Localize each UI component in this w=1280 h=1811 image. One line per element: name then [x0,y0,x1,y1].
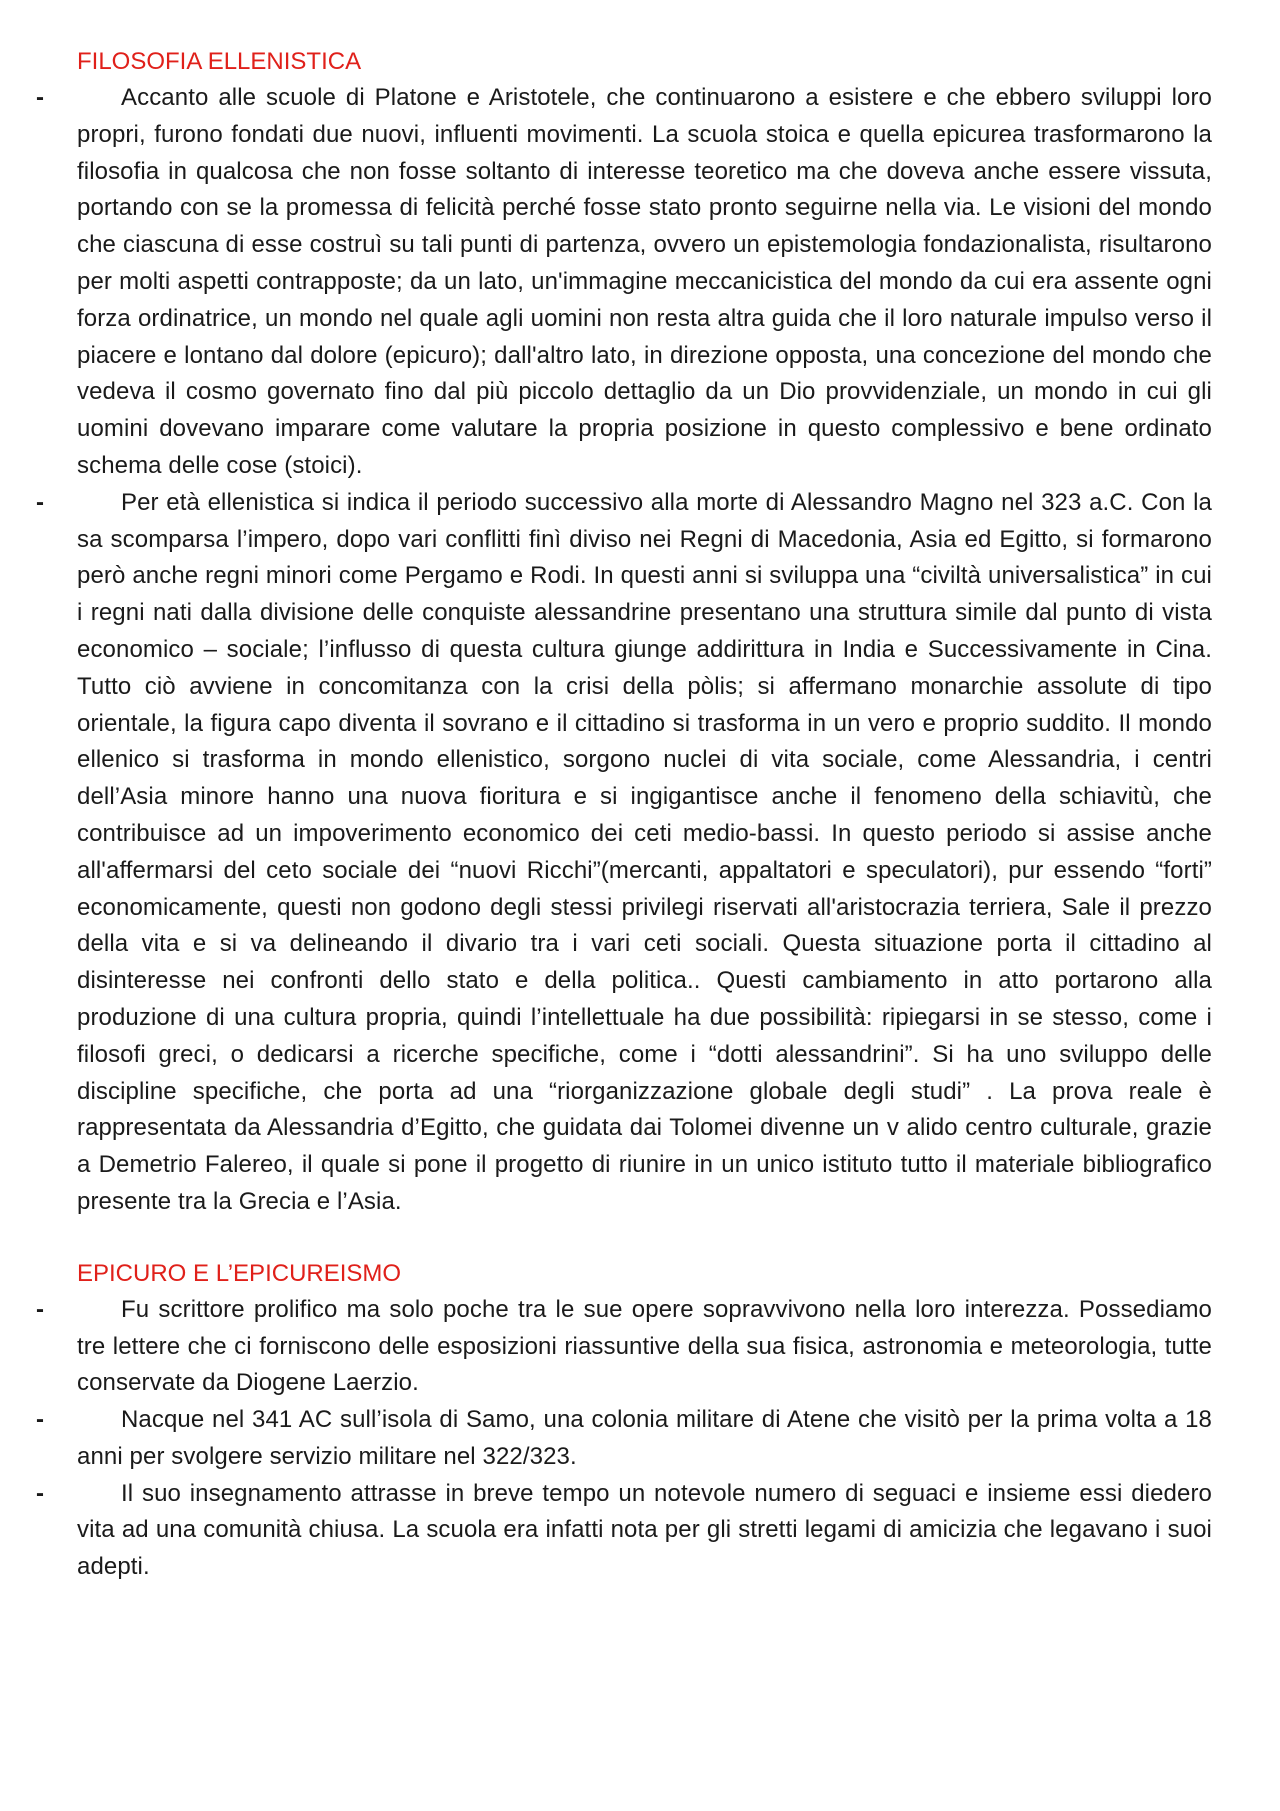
paragraph: Accanto alle scuole di Platone e Aristotele, che continuarono a esistere e che ebbero sviluppi loro propri, furono fondati due nuovi, influenti movimenti. La scuola stoica e quella epicurea trasformarono la filosofia in qualcosa che non fosse soltanto di interesse teoretico ma che doveva anche essere vissuta, portando con se la promessa di felicità perché fosse stato pronto seguirne nella via. Le visioni del mondo che ciascuna di esse costruì su tali punti di partenza, ovvero un epistemologia fondazionalista, risultarono per molti aspetti contrapposte; da un lato, un'immagine meccanicistica del mondo da cui era assente ogni forza ordinatrice, un mondo nel quale agli uomini non resta altra guida che il loro naturale impulso verso il piacere e lontano dal dolore (epicuro); dall'altro lato, in direzione opposta, una concezione del mondo che vedeva il cosmo governato fino dal più piccolo dettaglio da un Dio provvidenziale, un mondo in cui gli uomini dovevano imparare come valutare la propria posizione in questo complessivo e bene ordinato schema delle cose (stoici). [77,84,1212,479]
section-heading: EPICURO E L’EPICUREISMO [77,1259,402,1287]
list-item [36,1476,1212,1586]
bullet-dash: - [36,1295,44,1323]
paragraph: Nacque nel 341 AC sull’isola di Samo, una colonia militare di Atene che visitò per la prima volta a 18 anni per svolgere servizio militare nel 322/323. [77,1406,1212,1470]
list-item [36,1292,1212,1402]
document-page [36,44,1212,1586]
section-epicuro [36,1256,1212,1586]
bullet-dash: - [36,1479,44,1507]
paragraph: Il suo insegnamento attrasse in breve tempo un notevole numero di seguaci e insieme essi diedero vita ad una comunità chiusa. La scuola era infatti nota per gli stretti legami di amicizia che legavano i suoi adepti. [77,1479,1212,1581]
paragraph: Fu scrittore prolifico ma solo poche tra le sue opere sopravvivono nella loro interezza. Possediamo tre lettere che ci forniscono delle esposizioni riassuntive della sua fisica, astronomia e meteorologia, tutte conservate da Diogene Laerzio. [77,1295,1212,1397]
bullet-dash: - [36,488,44,516]
list-item [36,1402,1212,1476]
section-heading: FILOSOFIA ELLENISTICA [77,48,362,75]
paragraph: Per età ellenistica si indica il periodo successivo alla morte di Alessandro Magno nel 323 a.C. Con la sa scomparsa l’impero, dopo vari conflitti finì diviso nei Regni di Macedonia, Asia ed Egitto, si formarono però anche regni minori come Pergamo e Rodi. In questi anni si sviluppa una “civiltà universalistica” in cui i regni nati dalla divisione delle conquiste alessandrine presentano una struttura simile dal punto di vista economico – sociale; l’influsso di questa cultura giunge addirittura in India e Successivamente in Cina. Tutto ciò avviene in concomitanza con la crisi della pòlis; si affermano monarchie assolute di tipo orientale, la figura capo diventa il sovrano e il cittadino si trasforma in un vero e proprio suddito. Il mondo ellenico si trasforma in mondo ellenistico, sorgono nuclei di vita sociale, come Alessandria, i centri dell’Asia minore hanno una nuova fioritura e si ingigantisce anche il fenomeno della schiavitù, che contribuisce ad un impoverimento economico dei ceti medio-bassi. In questo periodo si assise anche all'affermarsi del ceto sociale dei “nuovi Ricchi”(mercanti, appaltatori e speculatori), pur essendo “forti” economicamente, questi non godono degli stessi privilegi riservati all'aristocrazia terriera, Sale il prezzo della vita e si va delineando il divario tra i vari ceti sociali. Questa situazione porta il cittadino al disinteresse nei confronti dello stato e della politica.. Questi cambiamento in atto portarono alla produzione di una cultura propria, quindi l’intellettuale ha due possibilità: ripiegarsi in se stesso, come i filosofi greci, o dedicarsi a ricerche specifiche, come i “dotti alessandrini”. Si ha uno sviluppo delle discipline specifiche, che porta ad una “riorganizzazione globale degli studi” . La prova reale è rappresentata da Alessandria d’Egitto, che guidata dai Tolomei divenne un v alido centro culturale, grazie a Demetrio Falereo, il quale si pone il progetto di riunire in un unico istituto tutto il materiale bibliografico presente tra la Grecia e l’Asia. [77,488,1212,1215]
list-item [36,80,1212,485]
section-filosofia-ellenistica [36,44,1212,1221]
bullet-dash: - [36,1406,44,1434]
list-item [36,485,1212,1221]
bullet-dash: - [36,84,44,111]
